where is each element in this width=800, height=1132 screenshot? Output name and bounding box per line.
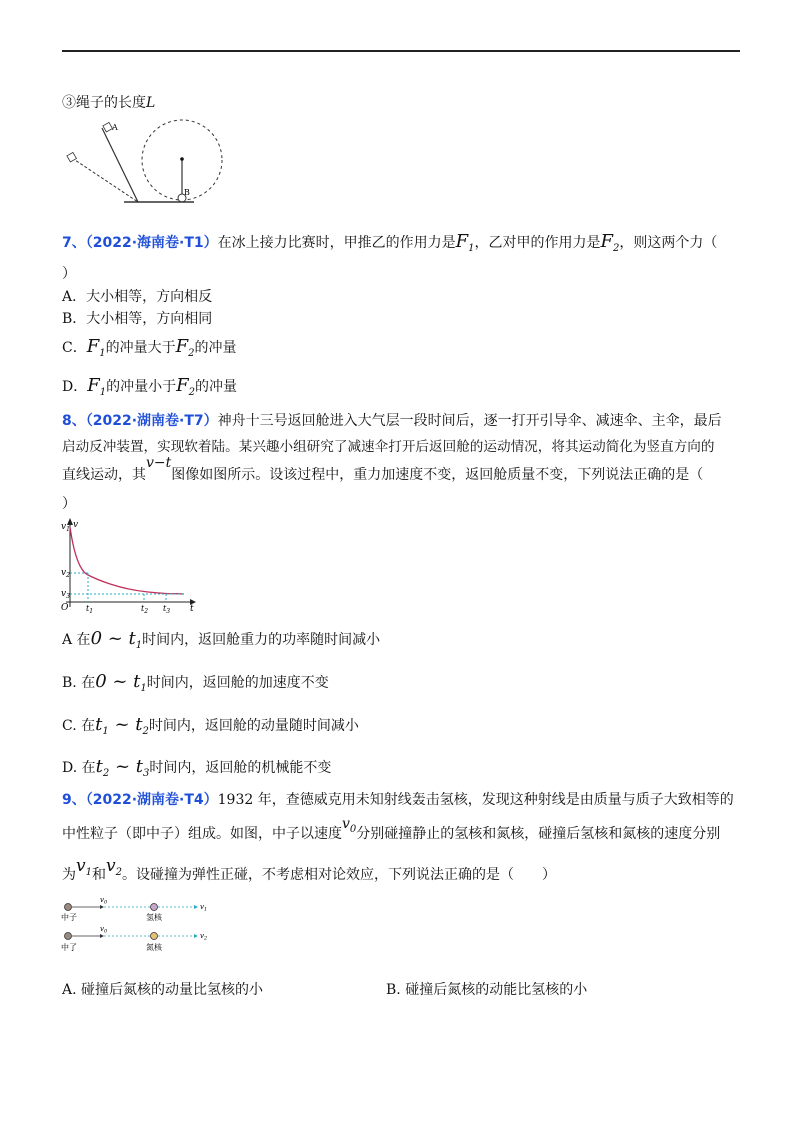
q8-option-a bbox=[62, 629, 380, 656]
q9-line3c: 。设碰撞为弹性正碰，不考虑相对论效应，下列说法正确的是（ ） bbox=[121, 867, 556, 883]
q7-number: 7、（2022·海南卷·T1） bbox=[62, 235, 218, 251]
origin-label: O bbox=[61, 603, 69, 613]
q8-c-tilde: ~ t bbox=[108, 714, 143, 735]
q8-d-post: 时间内，返回舱的机械能不变 bbox=[149, 760, 332, 776]
q9-v2: v bbox=[105, 856, 116, 876]
item3-text: ③绳子的长度 bbox=[62, 95, 146, 111]
q7-stem bbox=[62, 232, 717, 259]
q8-a-pre: A 在 bbox=[62, 632, 91, 648]
q8-number: 8、（2022·湖南卷·T7） bbox=[62, 413, 218, 429]
item3-label bbox=[62, 93, 155, 113]
q9-number: 9、（2022·湖南卷·T4） bbox=[62, 792, 218, 808]
nitrogen-ball bbox=[151, 933, 158, 940]
q8-d-pre: D. 在 bbox=[62, 760, 96, 776]
dashed-line bbox=[72, 158, 138, 202]
v0-label2: $v_0$ bbox=[100, 925, 108, 935]
block-ghost bbox=[67, 152, 77, 162]
q7-d-pre: D． bbox=[62, 379, 88, 395]
v2-label: $v_2$ bbox=[200, 932, 208, 942]
velocity-curve bbox=[70, 527, 184, 594]
v1-label: $v_1$ bbox=[61, 522, 70, 533]
q8-a-math: 0 ~ t bbox=[90, 628, 136, 649]
q7-d-f1-sub: 1 bbox=[99, 386, 107, 398]
header-rule bbox=[62, 50, 740, 52]
v2-label: $v_2$ bbox=[61, 568, 70, 579]
v3-label: $v_3$ bbox=[61, 589, 70, 600]
q8-option-c bbox=[62, 715, 359, 742]
q9-line2a: 中性粒子（即中子）组成。如图，中子以速度 bbox=[62, 826, 342, 842]
q8-line3a: 直线运动，其 bbox=[62, 467, 146, 483]
q7-d-post: 的冲量 bbox=[194, 379, 237, 395]
q9-option-a: A. 碰撞后氮核的动量比氢核的小 bbox=[62, 982, 264, 998]
q8-line3 bbox=[62, 455, 704, 485]
q7-d-mid: 的冲量小于 bbox=[106, 379, 177, 395]
q8-c-pre: C. 在 bbox=[62, 718, 96, 734]
v0-arrow2-head bbox=[100, 934, 104, 938]
q8-line3b: 图像如图所示。设该过程中，重力加速度不变，返回舱质量不变，下列说法正确的是（ bbox=[171, 467, 704, 483]
neutron2-label: 中了 bbox=[61, 943, 77, 952]
q8-vt: v−t bbox=[146, 455, 172, 471]
q7-text-a: 在冰上接力比赛时，甲推乙的作用力是 bbox=[217, 235, 456, 251]
q9-v2-sub: 2 bbox=[115, 866, 122, 878]
q7-c-pre: C． bbox=[62, 340, 87, 356]
vt-graph bbox=[58, 515, 198, 615]
q9-line3b: 和 bbox=[91, 867, 106, 883]
q7-option-d bbox=[62, 376, 237, 403]
q7-d-f2: F bbox=[176, 375, 189, 396]
q8-line1-text: 神舟十三号返回舱进入大气层一段时间后，逐一打开引导伞、减速伞、主伞，最后 bbox=[217, 413, 722, 429]
q9-v0: v bbox=[342, 816, 350, 832]
q8-c-sub2: 2 bbox=[142, 725, 149, 737]
q9-option-b: B. 碰撞后氮核的动能比氢核的小 bbox=[386, 982, 588, 998]
q8-line2: 启动反冲装置，实现软着陆。某兴趣小组研究了减速伞打开后返回舱的运动情况，将其运动简化为竖直方向的 bbox=[62, 439, 715, 455]
q7-text-b: ，乙对甲的作用力是 bbox=[474, 235, 601, 251]
q7-c-f2-sub: 2 bbox=[188, 347, 195, 359]
q9-line3 bbox=[62, 856, 556, 891]
q9-line1-text: 1932 年，查德威克用未知射线轰击氢核，发现这种射线是由质量与质子大致相等的 bbox=[217, 792, 734, 808]
q9-v0-sub: 0 bbox=[349, 823, 357, 835]
t-axis-label: t bbox=[190, 604, 194, 614]
v0-arrow1-head bbox=[100, 905, 104, 909]
nitrogen-label: 氮核 bbox=[146, 943, 162, 952]
neutron1-label: 中子 bbox=[61, 913, 77, 922]
q7-f2-sub: 2 bbox=[613, 242, 620, 254]
q8-a-post: 时间内，返回舱重力的功率随时间减小 bbox=[142, 632, 381, 648]
q9-v1-sub: 1 bbox=[85, 866, 92, 878]
q8-b-sub: 1 bbox=[140, 682, 147, 694]
q8-close-paren: ） bbox=[62, 496, 76, 512]
item3-var: L bbox=[146, 95, 156, 111]
q7-d-f1: F bbox=[87, 375, 100, 396]
q9-line3a: 为 bbox=[62, 867, 76, 883]
q8-b-pre: B. 在 bbox=[62, 675, 96, 691]
t3-label: $t_3$ bbox=[163, 604, 171, 615]
q7-c-post: 的冲量 bbox=[194, 340, 237, 356]
q9-line2b: 分别碰撞静止的氢核和氮核，碰撞后氢核和氮核的速度分别 bbox=[356, 826, 721, 842]
label-b: B bbox=[184, 188, 190, 197]
q8-d-sub1: 2 bbox=[102, 767, 110, 779]
v0-label1: $v_0$ bbox=[100, 896, 108, 906]
incline-line bbox=[102, 128, 138, 202]
q8-b-post: 时间内，返回舱的加速度不变 bbox=[146, 675, 329, 691]
q8-d-t: t bbox=[95, 756, 103, 777]
q7-d-f2-sub: 2 bbox=[188, 386, 195, 398]
q7-option-a: A．大小相等，方向相反 bbox=[62, 289, 213, 305]
v-axis-label: v bbox=[73, 520, 79, 530]
q9-line1 bbox=[62, 790, 734, 810]
hydrogen-ball bbox=[151, 904, 158, 911]
rope-figure bbox=[62, 118, 232, 208]
q8-a-sub: 1 bbox=[135, 639, 143, 651]
q9-line2 bbox=[62, 816, 721, 850]
label-a: A bbox=[112, 123, 118, 132]
q7-close-paren: ） bbox=[62, 266, 76, 282]
q8-d-tilde: ~ t bbox=[109, 756, 144, 777]
q8-option-d bbox=[62, 757, 331, 784]
q8-b-math: 0 ~ t bbox=[95, 671, 141, 692]
q7-c-f2: F bbox=[175, 336, 189, 357]
q7-c-f1-sub: 1 bbox=[99, 347, 106, 359]
pivot-dot bbox=[180, 157, 184, 161]
v2-arrow-head bbox=[194, 934, 198, 938]
v1-arrow-head bbox=[194, 905, 198, 909]
q8-line1 bbox=[62, 411, 722, 431]
q7-text-c: ，则这两个力（ bbox=[619, 235, 718, 251]
q8-d-sub2: 3 bbox=[143, 767, 150, 779]
q7-option-b: B．大小相等，方向相同 bbox=[62, 311, 213, 327]
q9-v1: v bbox=[76, 856, 86, 876]
q8-c-t: t bbox=[95, 714, 103, 735]
q7-f1-sub: 1 bbox=[468, 242, 475, 254]
q7-c-f1: F bbox=[86, 336, 100, 357]
collision-figure bbox=[60, 896, 220, 958]
v1-label: $v_1$ bbox=[200, 903, 208, 913]
q7-c-mid: 的冲量大于 bbox=[105, 340, 176, 356]
neutron2-ball bbox=[65, 933, 72, 940]
q7-f2: F bbox=[600, 231, 614, 252]
q8-c-sub1: 1 bbox=[102, 725, 109, 737]
neutron1-ball bbox=[65, 904, 72, 911]
q7-option-c bbox=[62, 337, 236, 364]
hydrogen-label: 氢核 bbox=[146, 913, 162, 922]
q8-c-post: 时间内，返回舱的动量随时间减小 bbox=[148, 718, 359, 734]
t1-label: $t_1$ bbox=[86, 604, 94, 615]
t2-label: $t_2$ bbox=[141, 604, 149, 615]
q8-option-b bbox=[62, 672, 329, 699]
q7-f1: F bbox=[455, 231, 469, 252]
